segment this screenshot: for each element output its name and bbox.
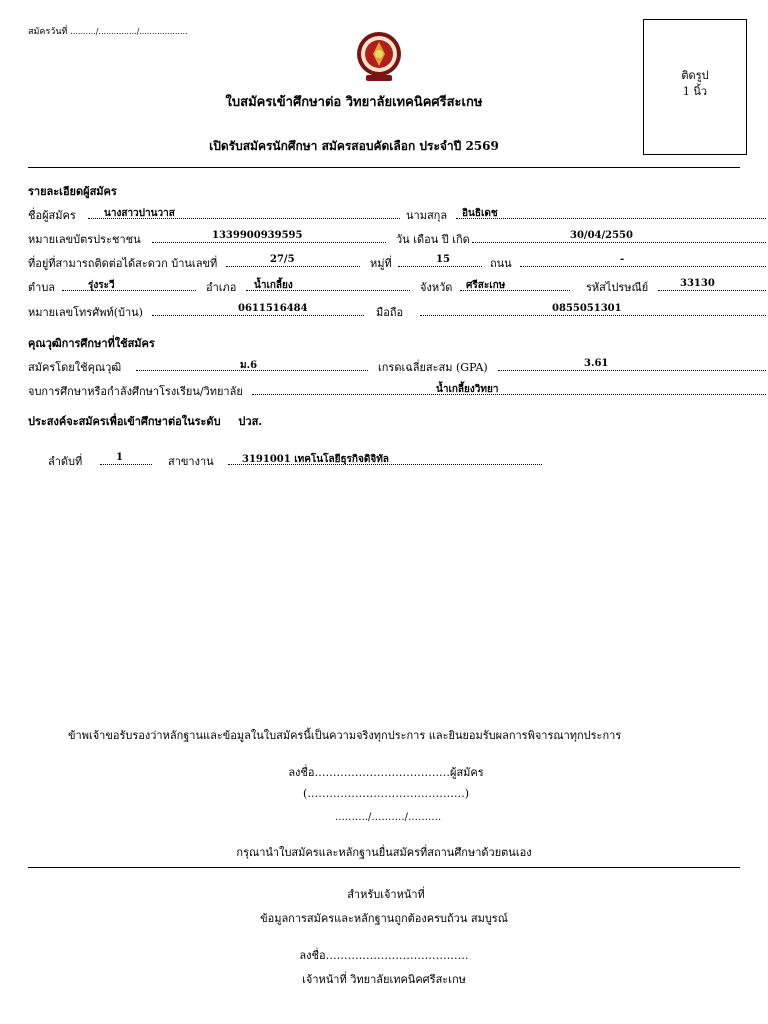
- order-field[interactable]: [100, 464, 152, 465]
- amphoe-value: น้ำเกลี้ยง: [254, 280, 293, 291]
- school-label: จบการศึกษาหรือกำลังศึกษาโรงเรียน/วิทยาลัย: [28, 385, 243, 398]
- tambon-label: ตำบล: [28, 281, 56, 294]
- page-subtitle: เปิดรับสมัครนักศึกษา สมัครสอบคัดเลือก ประจำปี 2569: [209, 139, 499, 153]
- mobile-label: มือถือ: [376, 306, 404, 319]
- photo-label: ติดรูป: [681, 69, 709, 82]
- postal-label: รหัสไปรษณีย์: [586, 281, 649, 294]
- page-title: ใบสมัครเข้าศึกษาต่อ วิทยาลัยเทคนิคศรีสะเกษ: [225, 95, 483, 110]
- surname-field[interactable]: [456, 218, 766, 219]
- application-date-label: สมัครวันที่ ........../.............../...................: [28, 27, 188, 37]
- mobile-value: 0855051301: [552, 303, 622, 314]
- school-field[interactable]: [252, 394, 766, 395]
- surname-value: อินธิเดช: [462, 208, 498, 219]
- house-no-field[interactable]: [226, 266, 360, 267]
- surname-label: นามสกุล: [406, 209, 448, 222]
- institution-emblem-icon: [356, 27, 402, 83]
- name-label: ชื่อผู้สมัคร: [28, 209, 76, 222]
- officer-check-text: ข้อมูลการสมัครและหลักฐานถูกต้องครบถ้วน สมบูรณ์: [260, 912, 508, 925]
- house-no-value: 27/5: [270, 254, 295, 265]
- gpa-value: 3.61: [584, 358, 609, 369]
- province-value: ศรีสะเกษ: [466, 280, 506, 291]
- road-value: -: [620, 254, 625, 265]
- header-divider: [28, 167, 740, 168]
- road-label: ถนน: [490, 257, 512, 270]
- postal-field[interactable]: [658, 290, 766, 291]
- qualification-label: สมัครโดยใช้คุณวุฒิ: [28, 361, 122, 374]
- name-value: นางสาวปานวาส: [104, 208, 175, 219]
- gpa-field[interactable]: [498, 370, 766, 371]
- amphoe-label: อำเภอ: [206, 281, 237, 294]
- officer-divider: [28, 867, 740, 868]
- qualification-value: ม.6: [240, 360, 258, 371]
- tambon-field[interactable]: [62, 290, 196, 291]
- birth-value: 30/04/2550: [570, 230, 633, 241]
- applicant-date-line[interactable]: ………./………./……….: [334, 812, 442, 823]
- application-date-blank[interactable]: ........../.............../...................: [70, 27, 188, 36]
- officer-section-title: สำหรับเจ้าหน้าที่: [347, 888, 425, 901]
- intent-label: ประสงค์จะสมัครเพื่อเข้าศึกษาต่อในระดับ ปวส.: [28, 415, 263, 428]
- officer-label: เจ้าหน้าที่ วิทยาลัยเทคนิคศรีสะเกษ: [302, 973, 466, 986]
- order-value: 1: [116, 452, 123, 463]
- school-value: น้ำเกลี้ยงวิทยา: [436, 384, 499, 395]
- applicant-name-paren[interactable]: (…………………………………….): [302, 787, 470, 800]
- phone-label: หมายเลขโทรศัพท์(บ้าน): [28, 306, 143, 319]
- address-label: ที่อยู่ที่สามารถติดต่อได้สะดวก บ้านเลขที่: [28, 257, 218, 270]
- birth-label: วัน เดือน ปี เกิด: [396, 233, 470, 246]
- id-value: 1339900939595: [212, 230, 303, 241]
- applicant-signature-line[interactable]: ลงชื่อ…………………………….…ผู้สมัคร: [288, 766, 484, 779]
- education-section-title: คุณวุฒิการศึกษาที่ใช้สมัคร: [28, 337, 155, 350]
- submission-note: กรุณานำใบสมัครและหลักฐานยื่นสมัครที่สถานศึกษาด้วยตนเอง: [236, 846, 532, 859]
- photo-size-label: 1 นิ้ว: [682, 85, 708, 98]
- road-field[interactable]: [520, 266, 766, 267]
- major-label: สาขางาน: [168, 455, 214, 468]
- tambon-value: รุ่งระวี: [88, 280, 115, 291]
- moo-field[interactable]: [398, 266, 482, 267]
- major-value: 3191001 เทคโนโลยีธุรกิจดิจิทัล: [242, 454, 389, 465]
- mobile-field[interactable]: [420, 315, 766, 316]
- photo-box: [643, 19, 747, 155]
- moo-value: 15: [436, 254, 450, 265]
- phone-value: 0611516484: [238, 303, 308, 314]
- gpa-label: เกรดเฉลี่ยสะสม (GPA): [378, 361, 488, 374]
- postal-value: 33130: [680, 278, 715, 289]
- moo-label: หมู่ที่: [370, 257, 392, 270]
- id-field[interactable]: [152, 242, 386, 243]
- id-label: หมายเลขบัตรประชาชน: [28, 233, 141, 246]
- intent-level-value: ปวส.: [238, 415, 263, 428]
- officer-signature-line[interactable]: ลงชื่อ…………………………………: [299, 949, 469, 962]
- province-label: จังหวัด: [420, 281, 453, 294]
- applicant-section-title: รายละเอียดผู้สมัคร: [28, 185, 117, 198]
- order-label: ลำดับที่: [48, 455, 83, 468]
- birth-field[interactable]: [472, 242, 766, 243]
- phone-field[interactable]: [152, 315, 364, 316]
- declaration-text: ข้าพเจ้าขอรับรองว่าหลักฐานและข้อมูลในใบสมัครนี้เป็นความจริงทุกประการ และยินยอมรับผลการพิจารณาทุกประการ: [68, 729, 622, 742]
